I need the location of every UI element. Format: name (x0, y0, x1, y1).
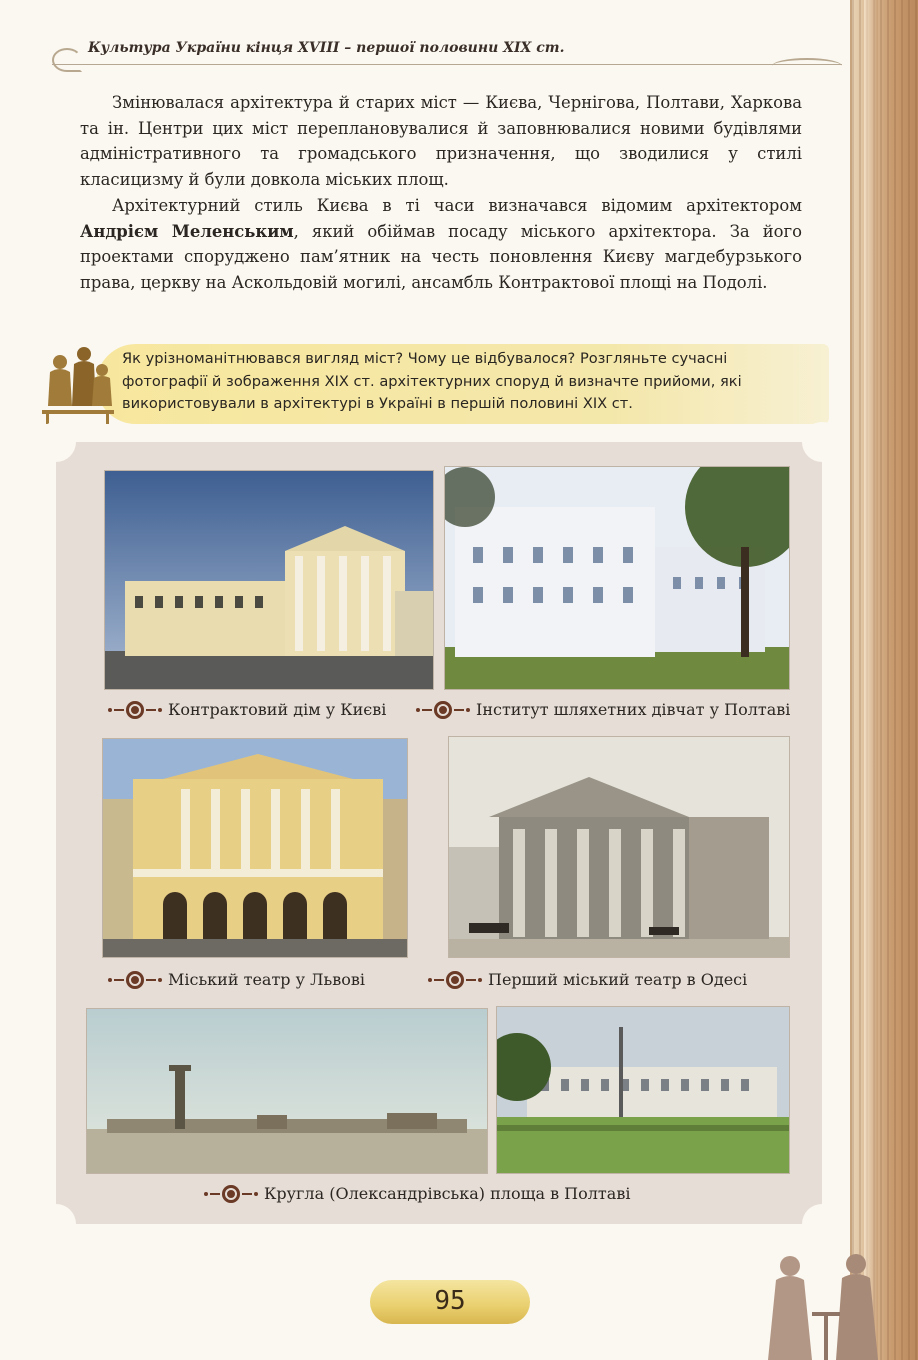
wooden-edge-decoration (850, 0, 918, 1360)
page-number-badge (370, 1272, 530, 1332)
page-number: 95 (434, 1286, 466, 1316)
caption-round-square: Кругла (Олександрівська) площа в Полтаві (204, 1184, 630, 1203)
paragraph-1: Змінювалася архітектура й старих міст — Києва, Чернігова, Полтави, Харкова та ін. Центри цих міст переплановувалися й заповнювалися новими будівлями адміністративного та громадського призначення, що зводилися у стилі класицизму й були довкола міських площ. (80, 93, 802, 190)
photo-lviv-theatre (102, 738, 408, 958)
ornament-icon (108, 701, 162, 719)
photo-gallery (56, 442, 822, 1224)
header-rule (52, 64, 842, 65)
photo-contract-house-kyiv (104, 470, 434, 690)
header-title: Культура України кінця XVIII – першої половини XIX ст. (88, 40, 565, 56)
ornament-icon (416, 701, 470, 719)
task-callout (40, 340, 830, 430)
task-text: Як урізноманітнювався вигляд міст? Чому це відбувалося? Розгляньте сучасні фотографії й зображення XIX ст. архітектурних споруд й визначте прийоми, які використовували в архітектурі в Україні в першій половині XIX ст. (122, 350, 742, 413)
header-ornament-left (52, 48, 82, 72)
paragraph-2: Архітектурний стиль Києва в ті часи визначався відомим архітектором Андрієм Меленським, який обіймав посаду міського архітектора. За його проектами споруджено пам’ятник на честь поновлення Києву магдебурзького права, церкву на Аскольдовій могилі, ансамбль Контрактової площі на Подолі. (80, 195, 802, 292)
photo-round-square-modern (496, 1006, 790, 1174)
caption-odesa-theatre: Перший міський театр в Одесі (428, 970, 747, 989)
caption-lviv-theatre: Міський театр у Львові (108, 970, 365, 989)
caption-institute: Інститут шляхетних дівчат у Полтаві (416, 700, 790, 719)
running-header (52, 40, 842, 76)
people-silhouette-icon (760, 1250, 890, 1360)
photo-odesa-theatre (448, 736, 790, 958)
body-text (80, 90, 802, 296)
header-ornament-right (772, 58, 842, 74)
architect-name: Андрієм Меленським (80, 221, 294, 241)
ornament-icon (204, 1185, 258, 1203)
ornament-icon (108, 971, 162, 989)
photo-round-square-painting (86, 1008, 488, 1174)
students-silhouette-icon (40, 340, 120, 426)
caption-contract-house: Контрактовий дім у Києві (108, 700, 386, 719)
photo-institute-poltava (444, 466, 790, 690)
ornament-icon (428, 971, 482, 989)
